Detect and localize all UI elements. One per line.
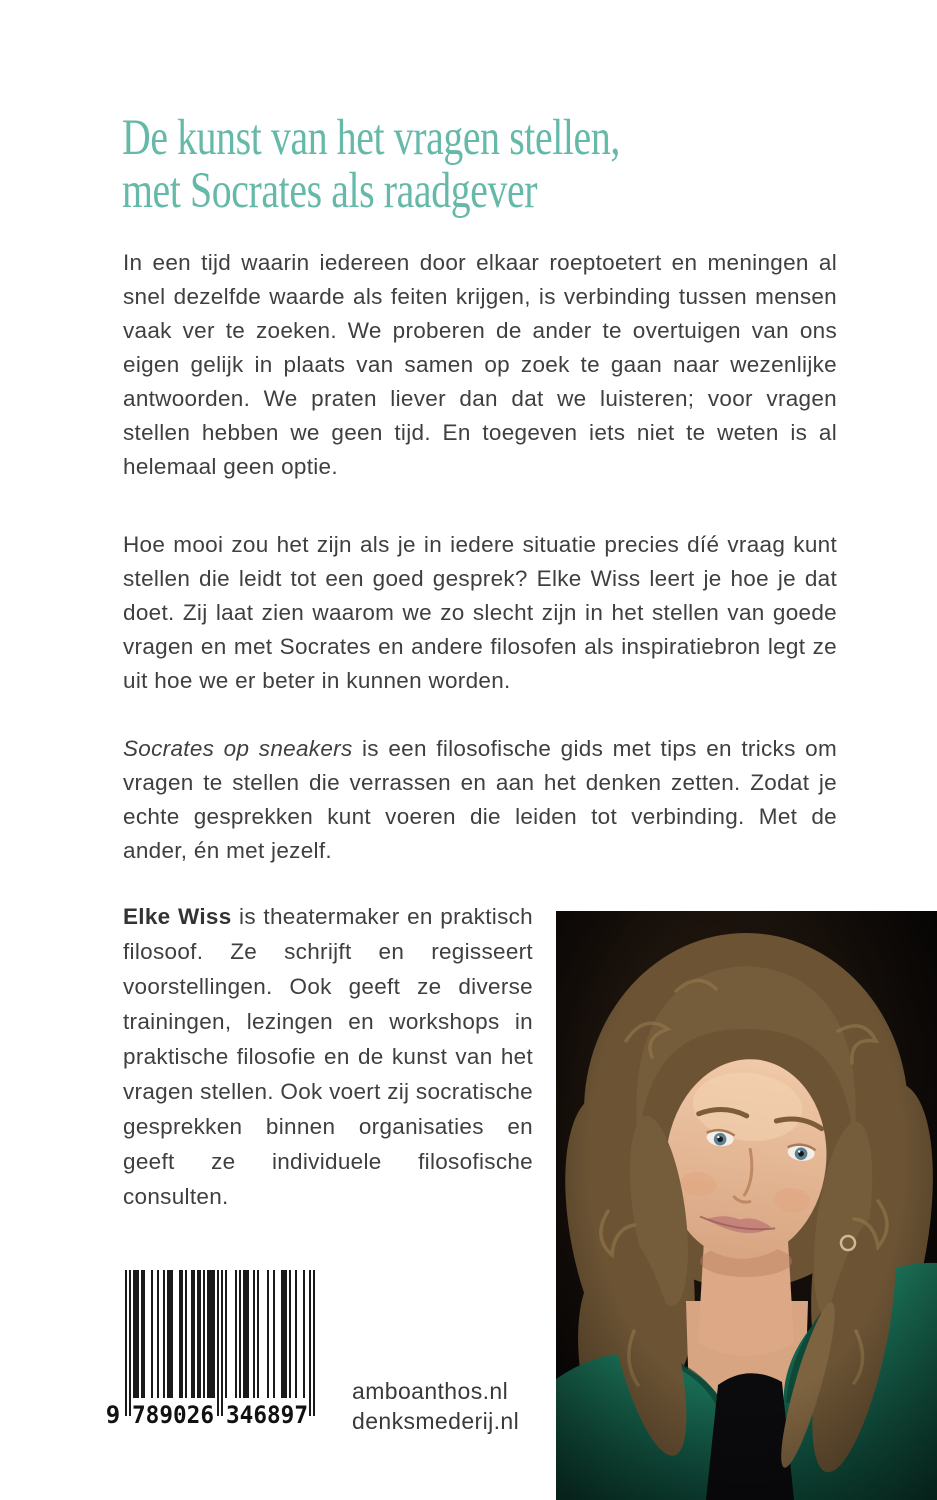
author-photo <box>556 911 937 1500</box>
website-denksmederij: denksmederij.nl <box>352 1408 520 1434</box>
title-line-2: met Socrates als raadgever <box>122 163 538 219</box>
paragraph-intro: In een tijd waarin iedereen door elkaar roeptoetert en meningen al snel dezelfde waarde als feiten krijgen, is verbinding tussen mensen vaak ver te zoeken. We proberen de ander te overtuigen van ons eigen gelijk in plaats van samen op zoek te gaan naar wezenlijke antwoorden. We praten liever dan dat we luisteren; voor vragen stellen hebben we geen tijd. En toegeven iets niet te weten is al helemaal geen optie. <box>123 250 837 479</box>
author-bio-text: is theatermaker en praktisch filosoof. Ze schrijft en regisseert voorstellingen. Ook geeft ze diverse trainingen, lezingen en workshops in praktische filosofie en de kunst van het vragen stellen. Ook voert zij socratische gesprekken binnen organisaties en geeft ze individuele filosofische consulten. <box>123 904 533 1209</box>
page-title <box>122 112 620 218</box>
paragraph-promise: Hoe mooi zou het zijn als je in iedere situatie precies díé vraag kunt stellen die leidt tot een goed gesprek? Elke Wiss leert je hoe je dat doet. Zij laat zien waarom we zo slecht zijn in het stellen van goede vragen en met Socrates en andere filosofen als inspiratiebron legt ze uit hoe we er beter in kunnen worden. <box>123 532 837 693</box>
author-name: Elke Wiss <box>123 904 232 929</box>
isbn-digit-lead: 9 <box>105 1401 121 1428</box>
author-portrait-illustration <box>556 911 937 1500</box>
website-amboanthos: amboanthos.nl <box>352 1378 509 1404</box>
isbn-digit-group-2: 346897 <box>226 1401 308 1428</box>
paragraph-book-description <box>123 732 837 868</box>
isbn-digit-group-1: 789026 <box>132 1401 214 1428</box>
barcode-graphic <box>104 1270 318 1428</box>
title-line-1: De kunst van het vragen stellen, <box>122 110 620 166</box>
paragraph-book-rest: is een filosofische gids met tips en tricks om vragen te stellen die verrassen en aan het denken zetten. Zodat je echte gesprekken kunt voeren die leiden tot verbinding. Met de ander, én met jezelf. <box>123 736 837 863</box>
publisher-websites <box>352 1376 519 1436</box>
book-title-italic: Socrates op sneakers <box>123 736 353 761</box>
isbn-barcode <box>104 1270 318 1428</box>
author-bio <box>123 899 533 1214</box>
